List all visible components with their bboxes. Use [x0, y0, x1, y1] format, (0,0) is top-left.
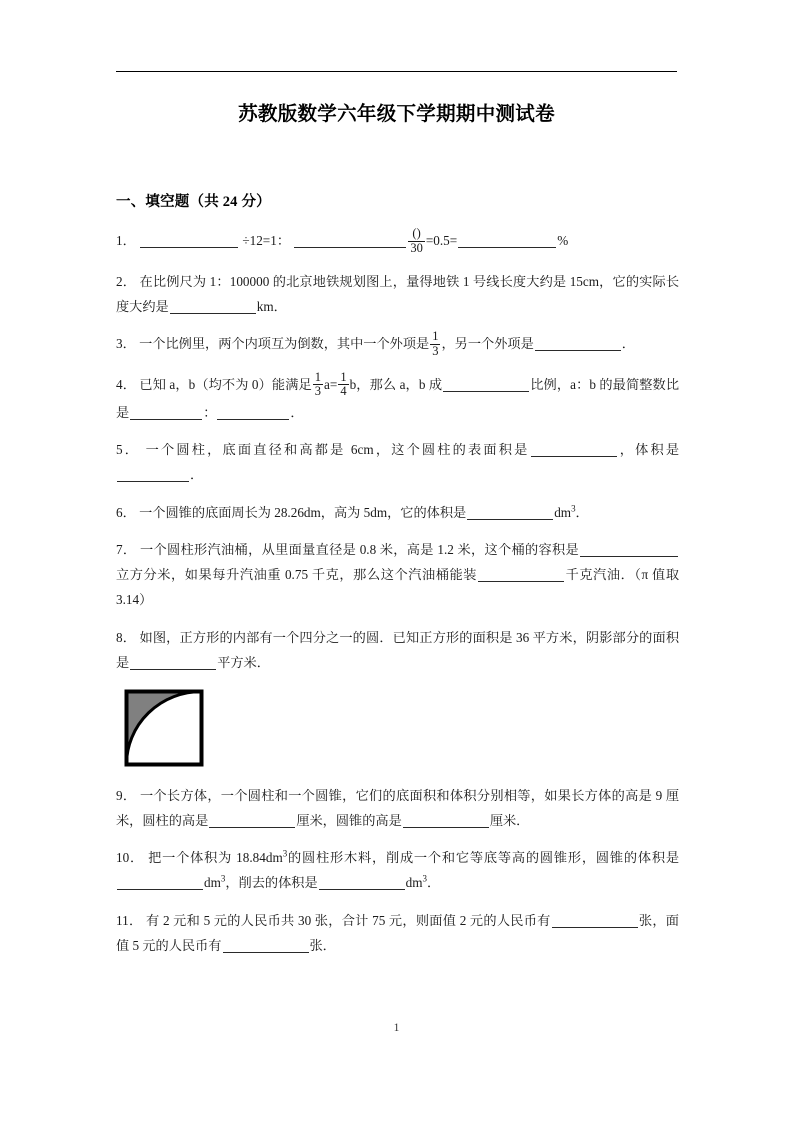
question-4-text-f: ．	[290, 404, 304, 420]
question-1-number: 1．	[116, 233, 136, 249]
question-4-text-a: 已知 a，b（均不为 0）能满足	[139, 376, 312, 392]
question-10	[116, 845, 679, 895]
question-3-fraction-denominator: 3	[432, 343, 439, 358]
question-10-text-b: 的圆柱形木料，削成一个和它等底等高的圆锥形，圆锥的体积是	[287, 850, 680, 865]
question-1	[116, 228, 679, 256]
question-8	[116, 625, 679, 767]
question-4-blank-2[interactable]	[130, 405, 202, 420]
question-6-text-c: ．	[575, 504, 589, 520]
question-4-text-c: b，那么 a，b 成	[349, 376, 443, 392]
question-8-number: 8．	[116, 629, 137, 645]
question-8-text-a: 如图，正方形的内部有一个四分之一的圆．已知正方形的面积是 36 平方米，阴影部分的面积是	[116, 629, 680, 670]
question-11-text-a: 有 2 元和 5 元的人民币共 30 张，合计 75 元，则面值 2 元的人民币有	[145, 912, 551, 928]
question-11-number: 11．	[116, 912, 143, 928]
question-5-text-a: 一个圆柱，底面直径和高都是 6cm，这个圆柱的表面积是	[145, 442, 530, 457]
question-5-number: 5．	[116, 442, 141, 457]
question-3-number: 3．	[116, 336, 136, 352]
question-1-blank-3[interactable]	[458, 233, 556, 248]
question-10-blank-1[interactable]	[117, 875, 203, 890]
question-8-blank-1[interactable]	[130, 655, 216, 670]
question-7-blank-1[interactable]	[580, 542, 678, 557]
question-6-text-a: 一个圆锥的底面周长为 28.26dm，高为 5dm，它的体积是	[139, 504, 467, 520]
question-6-text-b: dm	[554, 504, 572, 520]
question-10-text-c: dm	[204, 875, 221, 890]
question-list	[116, 228, 679, 970]
question-2-blank-1[interactable]	[170, 299, 256, 314]
question-9-text-c: 厘米．	[489, 812, 530, 828]
question-1-fraction-denominator: 30	[410, 240, 423, 255]
square-with-quarter-circle-icon	[124, 689, 204, 767]
question-7-number: 7．	[116, 542, 137, 557]
page-number: 1	[393, 1022, 400, 1034]
question-10-text-e: dm	[405, 875, 423, 890]
question-10-exponent-e: 3	[422, 873, 427, 884]
question-4-blank-3[interactable]	[217, 405, 289, 420]
question-4-fraction-2-numerator: 1	[340, 369, 347, 384]
question-4-blank-1[interactable]	[443, 377, 529, 392]
question-3-fraction	[430, 330, 440, 358]
question-11-blank-1[interactable]	[552, 913, 638, 928]
question-7-text-c: 千克汽油．（π 值取 3.14）	[116, 567, 680, 607]
page-title: 苏教版数学六年级下学期期中测试卷	[238, 104, 555, 125]
question-9-number: 9．	[116, 787, 137, 803]
question-1-blank-2[interactable]	[294, 233, 406, 248]
header-rule	[116, 71, 677, 72]
question-4-fraction-1-denominator: 3	[314, 384, 322, 398]
question-2-text-b: km．	[256, 298, 287, 314]
question-4-number: 4．	[116, 376, 136, 392]
question-4-fraction-2	[338, 371, 348, 399]
question-1-text-b: =0.5=	[425, 233, 458, 249]
question-11	[116, 908, 679, 958]
question-3-blank-1[interactable]	[535, 336, 621, 351]
question-5-blank-1[interactable]	[531, 442, 617, 457]
question-3	[116, 331, 679, 359]
question-1-text-a: ÷12=1：	[242, 233, 291, 249]
question-5-text-c: ．	[190, 467, 204, 482]
question-4-fraction-2-denominator: 4	[340, 384, 347, 398]
question-1-fraction	[408, 227, 425, 255]
question-4-fraction-1-numerator: 1	[314, 369, 322, 384]
question-9-text-a: 一个长方体，一个圆柱和一个圆锥，它们的底面积和体积分别相等，如果长方体的高是 9 厘米，圆柱的高是	[116, 787, 680, 828]
question-10-text-a: 把一个体积为 18.84dm	[148, 850, 283, 865]
question-4-text-b: a=	[324, 376, 338, 392]
question-10-text-f: ．	[427, 875, 441, 890]
question-4-text-d: 比例，a：b 的最简整数比是	[116, 376, 680, 420]
question-5-text-b: ，体积是	[617, 442, 680, 457]
question-8-figure	[124, 689, 204, 767]
question-2-text-a: 在比例尺为 1：100000 的北京地铁规划图上，量得地铁 1 号线长度大约是 15cm，它的实际长度大约是	[116, 273, 680, 314]
question-7-blank-2[interactable]	[478, 567, 564, 582]
question-4-text-e: ：	[203, 404, 217, 420]
question-10-blank-2[interactable]	[319, 875, 405, 890]
question-11-blank-2[interactable]	[223, 938, 309, 953]
question-6	[116, 500, 679, 525]
question-1-fraction-numerator: ()	[408, 227, 425, 242]
question-3-text-b: ，另一个外项是	[441, 336, 534, 352]
question-7-text-b: 立方分米，如果每升汽油重 0.75 千克，那么这个汽油桶能装	[116, 567, 478, 582]
question-4	[116, 369, 680, 425]
question-10-number: 10．	[116, 850, 144, 865]
question-3-text-c: ．	[621, 336, 635, 352]
question-8-text-b: 平方米．	[217, 654, 270, 670]
question-7-text-a: 一个圆柱形汽油桶，从里面量直径是 0.8 米，高是 1.2 米，这个桶的容积是	[140, 542, 580, 557]
question-9	[116, 783, 679, 833]
question-11-text-b: 张，面值 5 元的人民币有	[116, 912, 679, 953]
question-3-text-a: 一个比例里，两个内项互为倒数，其中一个外项是	[139, 336, 430, 352]
question-5-blank-2[interactable]	[117, 467, 189, 482]
question-6-unit-exponent: 3	[571, 503, 576, 514]
question-2	[116, 269, 679, 319]
question-10-text-d: ，削去的体积是	[225, 875, 318, 890]
question-9-blank-2[interactable]	[403, 813, 489, 828]
question-1-blank-1[interactable]	[140, 233, 238, 248]
question-10-exponent-c: 3	[220, 873, 226, 884]
question-11-text-c: 张．	[309, 937, 336, 953]
question-7	[116, 537, 679, 612]
question-2-number: 2．	[116, 273, 137, 289]
question-1-text-c: %	[557, 233, 569, 249]
question-6-number: 6．	[116, 504, 136, 520]
question-10-exponent-a: 3	[282, 848, 288, 859]
question-4-fraction-1	[313, 371, 323, 399]
section-heading-fill-in-blanks: 一、填空题（共 24 分）	[116, 194, 271, 210]
question-5	[116, 437, 679, 487]
question-9-blank-1[interactable]	[209, 813, 295, 828]
question-9-text-b: 厘米，圆锥的高是	[296, 812, 402, 828]
question-3-fraction-numerator: 1	[432, 329, 439, 343]
question-6-blank-1[interactable]	[467, 505, 553, 520]
